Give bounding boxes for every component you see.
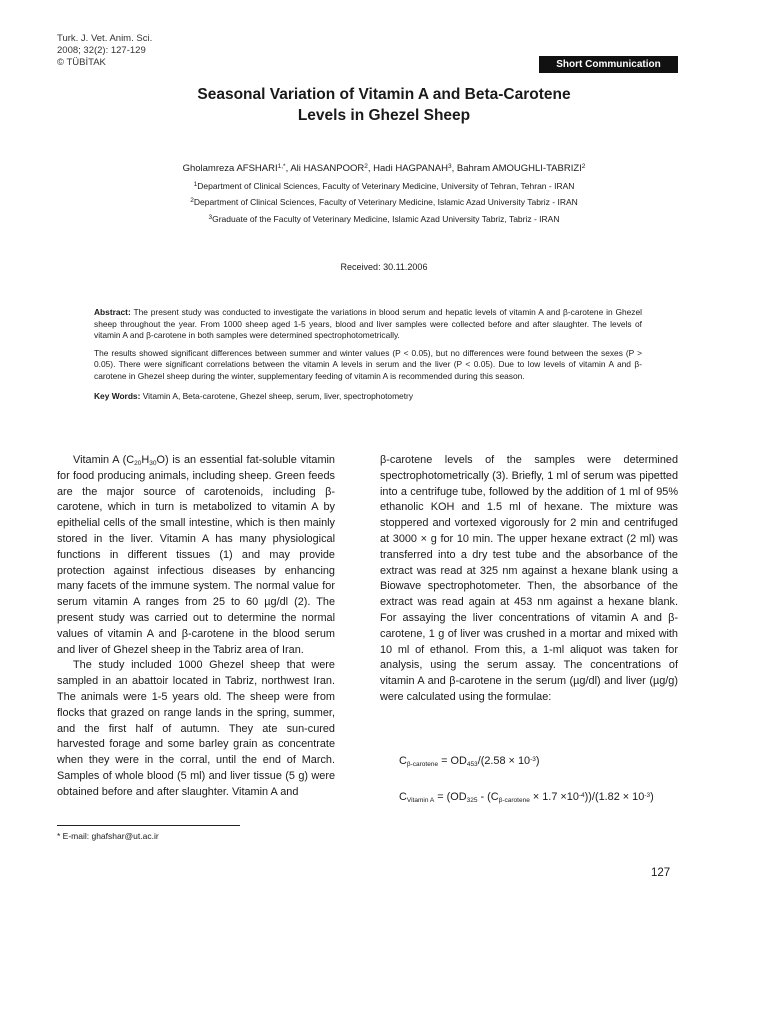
subscript: 20 (134, 460, 142, 467)
received-date: Received: 30.11.2006 (340, 262, 428, 272)
affiliation-number: 1 (193, 181, 198, 188)
article-type-badge: Short Communication (539, 56, 678, 73)
body-paragraph (57, 453, 335, 658)
formula-subscript: 325 (466, 797, 478, 804)
formula-exponent: -4 (578, 792, 585, 799)
abstract-paragraph-2: The results showed significant differences between summer and winter values (P < 0.05), but no differences were found between the sexes (P > 0.05). There were significant correlations between the vitamin A levels in serum and the liver (P < 0.05). Due to low levels of vitamin A and β-carotene in Ghezel sheep during the winter, supplementary feeding of vitamin A is recommended during this season. (94, 347, 642, 381)
formula-text: ) (650, 791, 654, 803)
affiliation-number: 3 (208, 214, 213, 221)
formula-beta-carotene (399, 754, 539, 769)
subscript: 30 (149, 460, 157, 467)
article-title (100, 84, 668, 126)
affiliation-number: 2 (190, 197, 194, 204)
formula-text: = (OD (434, 791, 467, 803)
formula-text: = OD (438, 755, 467, 767)
body-column-right (380, 453, 678, 706)
affiliation-2 (60, 196, 708, 208)
affiliation-text: Graduate of the Faculty of Veterinary Medicine, Islamic Azad University Tabriz, Tabriz - IRAN (212, 214, 560, 224)
abstract-label: Abstract: (94, 307, 131, 317)
author-name: Hadi HAGPANAH (373, 163, 448, 174)
abstract (94, 307, 642, 408)
formula-subscript: β-carotene (498, 797, 530, 804)
author-affiliation-mark: 3 (447, 163, 452, 170)
journal-citation: 2008; 32(2): 127-129 (57, 45, 146, 56)
formula-text: - (C (477, 791, 499, 803)
footnote-email: * E-mail: ghafshar@ut.ac.ir (57, 831, 159, 841)
affiliation-text: Department of Clinical Sciences, Faculty of Veterinary Medicine, University of Tehran, Tehran - IRAN (197, 181, 575, 191)
formula-text: ))/(1.82 × 10 (584, 791, 645, 803)
affiliation-1 (60, 180, 708, 192)
body-text: O) is an essential fat-soluble vitamin for food producing animals, including sheep. Green feeds are the major source of carotenoids, including β-carotene, which in turn is metabolized to vitamin A by epithelial cells of the small intestine, which is then mainly stored in the liver. Vitamin A has many physiological functions in different tissues (1) and may provide protection against infectious diseases by enhancing many facets of the immune system. The normal value for serum vitamin A ranges from 25 to 60 µg/dl (2). The present study was carried out to determine the normal values of vitamin A and β-carotene in the blood serum and liver of Ghezel sheep in the Tabriz area of Iran. (57, 454, 335, 656)
body-paragraph: β-carotene levels of the samples were determined spectrophotometrically (3). Briefly, 1 ml of serum was pipetted into a centrifuge tube, followed by the addition of 1 ml of 95% ethanolic KOH and 1.5 ml of hexane. The mixture was stoppered and vortexed vigorously for 2 min and centrifuged at 3000 × g for 10 min. The upper hexane extract (2 ml) was transferred into a dry test tube and the absorbance of the extract was read at 325 nm against a hexane blank using a Biowave spectrophotometer. Then, the absorbance of the extract was read again at 453 nm against a hexane blank. For assaying the liver concentrations of vitamin A and β-carotene, 1 g of liver was crushed in a mortar and mixed with 10 ml of ethanol. From this, a 1-ml aliquot was taken for analysis, using the serum assay. The concentrations of vitamin A and β-carotene in the serum (µg/dl) and liver (µg/g) were calculated using the formulae: (380, 454, 678, 703)
body-text: H (141, 454, 150, 466)
footnote-divider (57, 825, 240, 826)
keywords-text: Vitamin A, Beta-carotene, Ghezel sheep, serum, liver, spectrophotometry (142, 390, 414, 401)
author-affiliation-mark: 1,* (277, 163, 286, 170)
affiliation-3 (60, 213, 708, 225)
keywords (94, 391, 642, 403)
formula-subscript: 453 (466, 761, 478, 768)
author-name: Gholamreza AFSHARI (182, 163, 278, 174)
title-line-1: Seasonal Variation of Vitamin A and Beta-Carotene (197, 86, 571, 103)
formula-text: C (399, 791, 407, 803)
author-list: Gholamreza $AFSHARI^{1,*}$, Ali HASANPOOR$^2$, Hadi HAGPANAH$^3$, Bahram AMOUGHLI-TABRIZI$^2$ (182, 163, 586, 174)
journal-header (57, 33, 152, 69)
journal-name: Turk. J. Vet. Anim. Sci. (57, 33, 153, 44)
author-name: Bahram AMOUGHLI-TABRIZI (456, 163, 582, 174)
author-affiliation-mark: 2 (581, 163, 586, 170)
affiliation-text: Department of Clinical Sciences, Faculty of Veterinary Medicine, Islamic Azad University Tabriz - IRAN (193, 197, 578, 207)
formula-text: /(2.58 × 10 (477, 755, 531, 767)
formula-text: C (399, 755, 407, 767)
body-column-left (57, 453, 335, 801)
formula-subscript: Vitamin A (406, 797, 435, 804)
formula-exponent: -3 (644, 792, 651, 799)
abstract-text: The present study was conducted to investigate the variations in blood serum and hepatic levels of vitamin A and β-carotene in Ghezel sheep throughout the year. From 1000 sheep aged 1-5 years, blood and liver samples were collected before and after slaughter. The levels of vitamin A and β-carotene in both samples were determined spectrophotometrically. (94, 307, 642, 341)
title-line-2: Levels in Ghezel Sheep (297, 107, 471, 124)
author-name: Ali HASANPOOR (290, 163, 365, 174)
journal-publisher: © TÜBİTAK (57, 57, 106, 68)
body-paragraph: The study included 1000 Ghezel sheep that were sampled in an abattoir located in Tabriz, northwest Iran. The animals were 1-5 years old. The sheep were from flocks that grazed on range lands in the spring, summer, and the first half of autumn. They ate sun-cured harvested forage and some barley grain as concentrate when they were in the corral, until the end of March. Samples of whole blood (5 ml) and liver tissue (5 g) were obtained before and after slaughter. Vitamin A and (57, 659, 335, 798)
abstract-paragraph-1 (94, 307, 642, 342)
author-affiliation-mark: 2 (364, 163, 368, 170)
keywords-label: Key Words: (94, 390, 141, 401)
formula-text: × 1.7 ×10 (529, 791, 579, 803)
formula-text: ) (535, 755, 540, 767)
formula-exponent: -3 (530, 756, 536, 763)
formula-vitamin-a (399, 790, 654, 805)
body-text: Vitamin A (C (73, 454, 135, 466)
page-number: 127 (651, 867, 671, 879)
formula-subscript: β-carotene (406, 761, 439, 768)
